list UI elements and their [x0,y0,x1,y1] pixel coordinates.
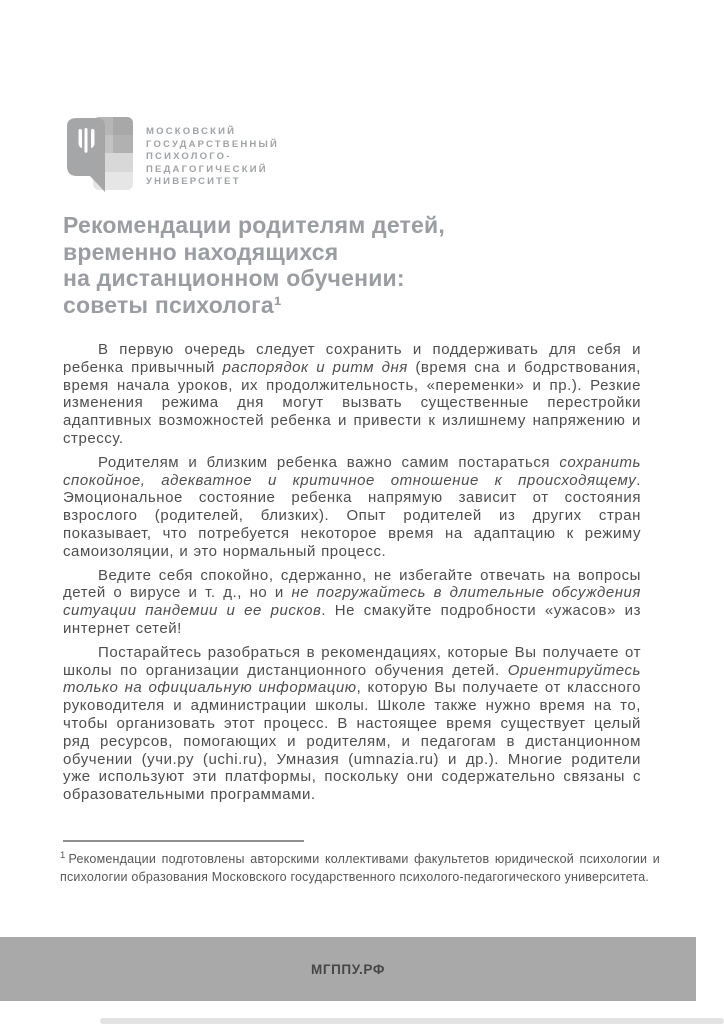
body-paragraph [63,454,641,561]
university-name [146,116,279,189]
emphasized-text: распорядок и ритм дня [222,358,408,376]
university-name-line: УНИВЕРСИТЕТ [146,176,241,188]
paragraph-text: В первую очередь следует сохранить и поддерживать для себя и ребенка привычный [63,341,641,376]
body-paragraph [63,644,641,804]
university-name-line: ПЕДАГОГИЧЕСКИЙ [146,163,268,175]
paragraph-text: Родителям и близким ребенка важно самим постараться [98,453,560,471]
university-name-line: ГОСУДАРСТВЕННЫЙ [146,138,280,150]
footnote-text: Рекомендации подготовлены авторскими коллективами факультетов юридической психологии и психологии образования Московского государственного психолого-педагогического университета. [60,852,660,884]
university-logo [65,116,279,196]
emphasized-text: Ориентируйтесь только на официальную информацию [63,661,641,697]
title-line: советы психолога¹ [63,291,282,318]
paragraph-text: , которую Вы получаете от классного руководителя и администрации школы. Школе также нужно время на то, чтобы организовать этот процесс. В настоящее время существует целый ряд ресурсов, помогающих и родителям, и педагогам в дистанционном обучении (учи.ру (uchi.ru), Умназия (umnazia.ru) и др.). Многие родители уже используют эти платформы, поскольку они содержательно связаны с образовательными программами. [63,679,641,804]
paragraph-text: Постарайтесь разобраться в рекомендациях, которые Вы получаете от школы по организации дистанционного обучения детей. [63,643,641,679]
university-name-line: ПСИХОЛОГО- [146,151,232,163]
paragraph-text: Ведите себя спокойно, сдержанно, не избегайте отвечать на вопросы детей о вирусе и т. д., но и [63,566,641,602]
footer-site-label: МГППУ.РФ [311,961,385,977]
footer-bar [0,937,696,1001]
emphasized-text: не погружайтесь в длительные обсуждения ситуации пандемии и ее рисков [63,584,641,620]
paragraph-text: . Эмоциональное состояние ребенка напрямую зависит от состояния взрослого (родителей, близких). Опыт родителей из других стран показывает, что потребуется некоторое время на адаптацию к режиму самоизоляции, и это нормальный процесс. [63,471,641,560]
scan-artifact [100,1018,724,1024]
title-line: Рекомендации родителям детей, [63,212,445,238]
body-paragraph [63,341,641,448]
university-name-line: МОСКОВСКИЙ [146,126,237,137]
paragraph-text: (время сна и бодрствования, время начала уроков, их продолжительность, «переменки» и пр.). Резкие изменения режима дня могут вызвать существенные перестройки адаптивных возможностей ребенка и привести к излишнему напряжению и стрессу. [63,358,642,447]
footnote [60,847,660,886]
emphasized-text: сохранить спокойное, адекватное и критичное отношение к происходящему [63,453,641,489]
footnote-separator [63,840,304,842]
document-body [63,341,641,810]
title-line: на дистанционном обучении: [63,265,405,291]
body-paragraph [63,567,641,638]
psi-speech-bubble-icon [65,116,135,196]
footnote-marker: 1 [60,850,66,861]
document-title [63,212,445,318]
title-line: временно находящихся [63,238,339,265]
paragraph-text: . Не смакуйте подробности «ужасов» из интернет сетей! [63,602,642,637]
